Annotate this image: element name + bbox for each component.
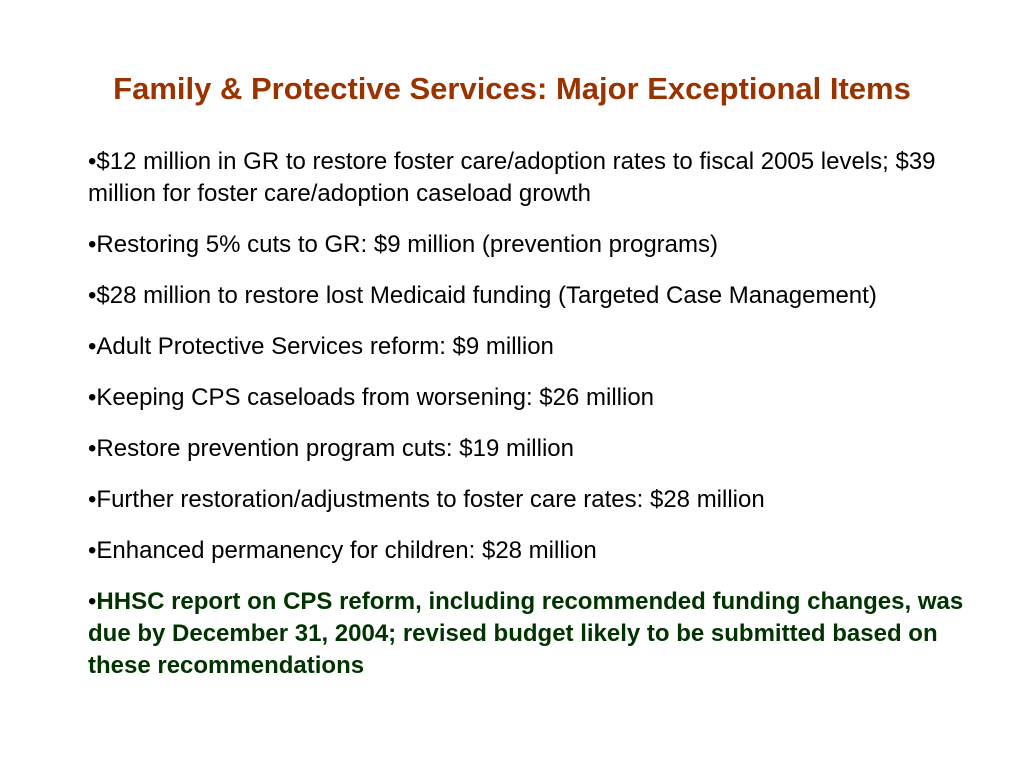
bullet-marker: • bbox=[88, 148, 97, 175]
list-item bbox=[88, 331, 988, 363]
list-item bbox=[88, 484, 988, 516]
bullet-text: HHSC report on CPS reform, including recommended funding changes, was due by December 31, 2004; revised budget likely to be submitted based on these recommendations bbox=[88, 588, 964, 679]
list-item bbox=[88, 229, 988, 261]
list-item bbox=[88, 280, 988, 312]
bullet-list bbox=[88, 146, 988, 701]
list-item bbox=[88, 146, 988, 210]
bullet-text: Enhanced permanency for children: $28 million bbox=[96, 537, 597, 564]
list-item bbox=[88, 382, 988, 414]
bullet-marker: • bbox=[88, 486, 97, 513]
bullet-text: Keeping CPS caseloads from worsening: $26 million bbox=[96, 384, 655, 411]
bullet-text: $12 million in GR to restore foster care/adoption rates to fiscal 2005 levels; $39 million for foster care/adoption caseload growth bbox=[88, 148, 936, 207]
bullet-text: $28 million to restore lost Medicaid funding (Targeted Case Management) bbox=[96, 282, 877, 309]
bullet-marker: • bbox=[88, 435, 97, 462]
bullet-text: Restoring 5% cuts to GR: $9 million (prevention programs) bbox=[96, 231, 718, 258]
bullet-marker: • bbox=[88, 282, 97, 309]
slide-title: Family & Protective Services: Major Exceptional Items bbox=[113, 71, 911, 106]
bullet-text: Adult Protective Services reform: $9 million bbox=[96, 333, 554, 360]
bullet-marker: • bbox=[88, 333, 97, 360]
list-item bbox=[88, 535, 988, 567]
bullet-marker: • bbox=[88, 537, 97, 564]
bullet-marker: • bbox=[88, 231, 97, 258]
list-item bbox=[88, 433, 988, 465]
list-item-emphasis bbox=[88, 586, 988, 682]
bullet-text: Restore prevention program cuts: $19 million bbox=[96, 435, 574, 462]
bullet-text: Further restoration/adjustments to foster care rates: $28 million bbox=[96, 486, 765, 513]
bullet-marker: • bbox=[88, 588, 97, 615]
bullet-marker: • bbox=[88, 384, 97, 411]
